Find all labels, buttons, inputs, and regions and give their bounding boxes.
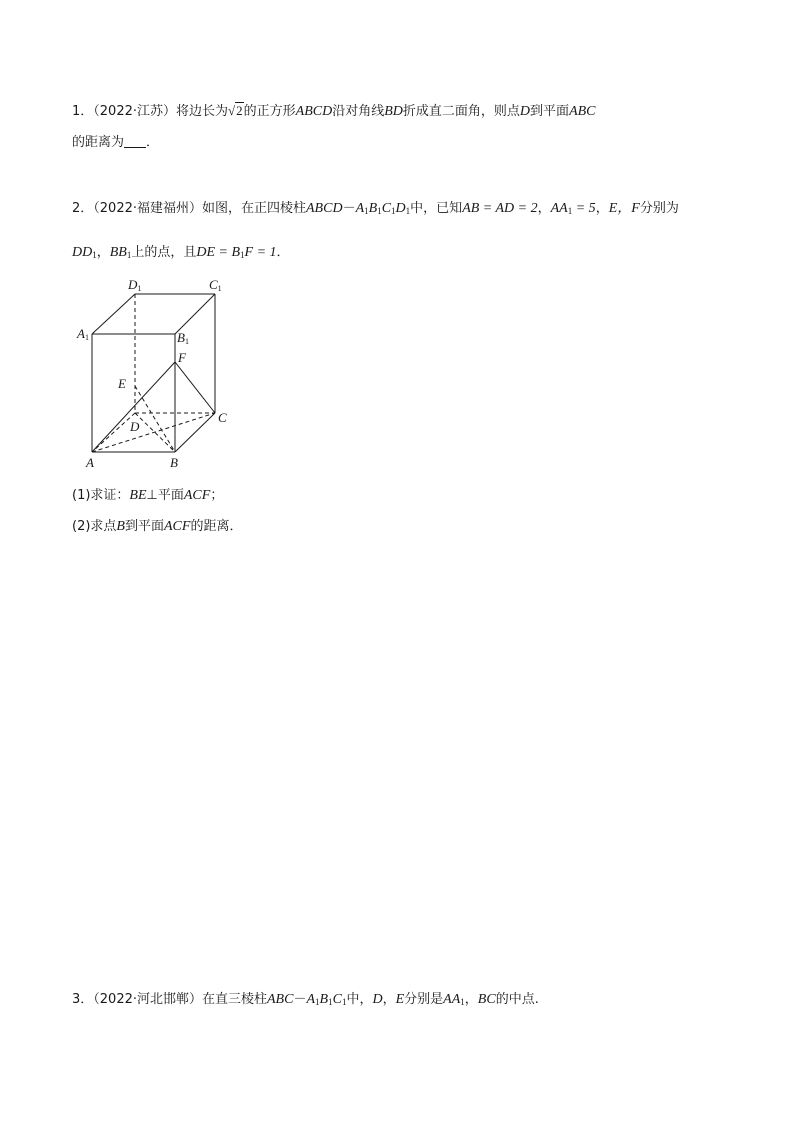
- label-b: B: [170, 455, 178, 470]
- label-c1: C1: [209, 277, 222, 293]
- sqrt-symbol: √2: [228, 103, 243, 118]
- question-2-line-2: $DD_1$，$BB_1$上的点，且DE = $B_1F = 1$．: [72, 245, 290, 260]
- question-2-part-2: (2)求点B到平面ACF的距离．: [72, 519, 243, 534]
- question-1-line-1: 1．（2022·江苏）将边长为√2的正方形ABCD沿对角线BD折成直二面角，则点D到平面ABC: [72, 103, 596, 119]
- prism-figure: [72, 276, 242, 476]
- question-2-line-1: 2．（2022·福建福州）如图，在正四棱柱$ABCD-A_1B_1C_1D_1$中，已知AB = AD = 2，$AA_1 = 5$，E，F分别为: [72, 201, 679, 216]
- label-c: C: [218, 410, 227, 425]
- question-3-line-1: 3．（2022·河北邯郸）在直三棱柱$ABC-A_1B_1C_1$中，D，E分别是$AA_1$，BC的中点.: [72, 992, 539, 1007]
- question-1-line-2: 的距离为 ．: [72, 135, 160, 150]
- label-f: F: [178, 350, 186, 365]
- label-b1: B1: [177, 330, 189, 346]
- label-e: E: [118, 376, 126, 391]
- answer-blank: [124, 135, 146, 148]
- label-a: A: [86, 455, 94, 470]
- label-d: D: [130, 419, 140, 434]
- question-2-part-1: (1)求证：BE⊥平面ACF；: [72, 488, 224, 503]
- label-d1: D1: [128, 277, 142, 293]
- label-a1: A1: [77, 326, 89, 342]
